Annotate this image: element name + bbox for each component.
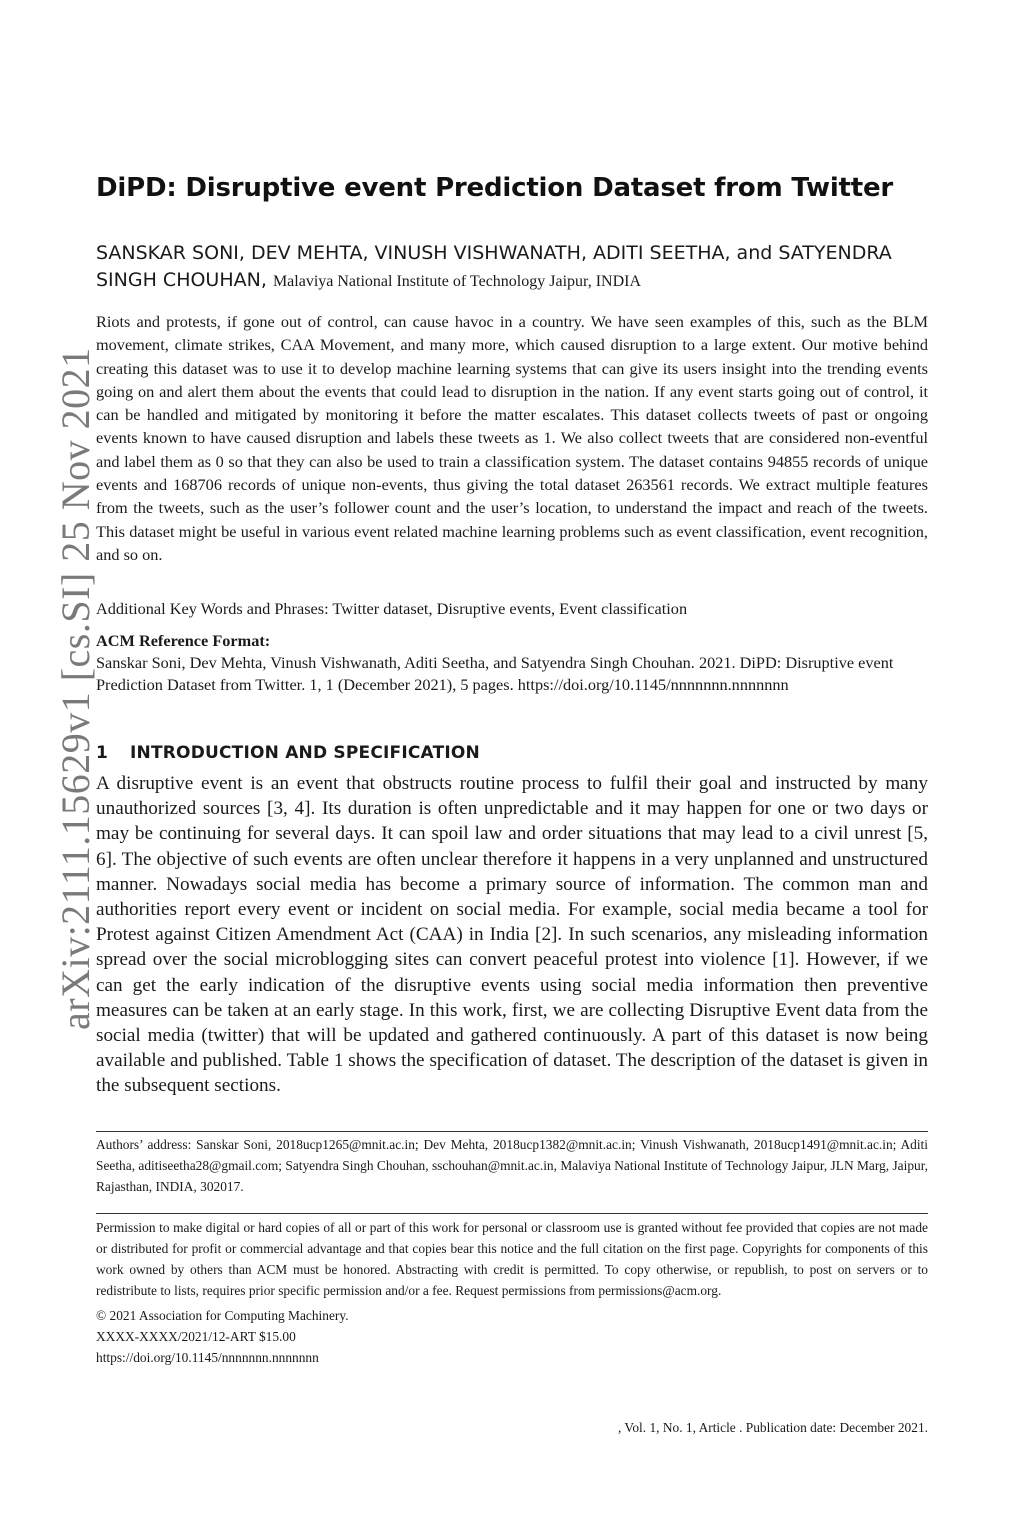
introduction-body [96,771,928,1099]
abstract-text: Riots and protests, if gone out of control, can cause havoc in a country. We have seen examples of this, such as the BLM movement, climate strikes, CAA Movement, and many more, which caused disruption to a large extent. Our motive behind creating this dataset was to use it to develop machine learning systems that can give its users insight into the trending events going on and alert them about the events that could lead to disruption in the nation. If any event starts going out of control, it can be handled and mitigated by monitoring it before the matter escalates. This dataset collects tweets of past or ongoing events known to have caused disruption and labels these tweets as 1. We also collect tweets that are considered non-eventful and label them as 0 so that they can also be used to train a classification system. The dataset contains 94855 records of unique events and 168706 records of unique non-events, thus giving the total dataset 263561 records. We extract multiple features from the tweets, such as the user’s follower count and the user’s location, to understand the impact and reach of the tweets. This dataset might be useful in various event related machine learning problems such as event classification, event recognition, and so on. [96,312,928,564]
abstract [96,310,928,566]
section-title: INTRODUCTION AND SPECIFICATION [130,743,480,763]
isbn-line: XXXX-XXXX/2021/12-ART $15.00 [96,1329,296,1344]
section-heading [96,743,928,763]
paper-title: DiPD: Disruptive event Prediction Dataset from Twitter [96,173,894,203]
author-names: SANSKAR SONI, DEV MEHTA, VINUSH VISHWANATH, ADITI SEETHA, and SATYENDRA SINGH CHOUHAN, [96,242,892,291]
permission-text: Permission to make digital or hard copies of all or part of this work for personal or classroom use is granted without fee provided that copies are not made or distributed for profit or commercial advantage and that copies bear this notice and the full citation on the first page. Copyrights for components of this work owned by others than ACM must be honored. Abstracting with credit is permitted. To copy otherwise, or republish, to post on servers or to redistribute to lists, requires prior specific permission and/or a fee. Request permissions from permissions@acm.org. [96,1220,928,1298]
section-number: 1 [96,743,109,763]
arxiv-identifier: arXiv:2111.15629v1 [cs.SI] 25 Nov 2021 [53,347,98,1030]
author-block [96,240,928,295]
permission-notice [96,1217,928,1368]
acm-reference-text: Sanskar Soni, Dev Mehta, Vinush Vishwanath, Aditi Seetha, and Satyendra Singh Chouhan. 2021. DiPD: Disruptive event Prediction Dataset from Twitter. 1, 1 (December 2021), 5 pages. https://doi.org/10.1145/nnnnnnn.nnnnnnn [96,653,894,694]
doi-link[interactable]: https://doi.org/10.1145/nnnnnnn.nnnnnnn [96,1350,319,1365]
permission-divider [96,1213,928,1214]
keywords: Additional Key Words and Phrases: Twitter dataset, Disruptive events, Event classification [96,599,688,618]
page-footer: , Vol. 1, No. 1, Article . Publication date: December 2021. [617,1420,928,1435]
author-address-footnote: Authors’ address: Sanskar Soni, 2018ucp1265@mnit.ac.in; Dev Mehta, 2018ucp1382@mnit.ac.in; Vinush Vishwanath, 2018ucp1491@mnit.ac.in; Aditi Seetha, aditiseetha28@gmail.com; Satyendra Singh Chouhan, sschouhan@mnit.ac.in, Malaviya National Institute of Technology Jaipur, JLN Marg, Jaipur, Rajasthan, INDIA, 302017. [96,1137,928,1194]
author-affiliation: Malaviya National Institute of Technology Jaipur, INDIA [272,273,642,290]
acm-reference [96,630,928,696]
copyright-line: © 2021 Association for Computing Machinery. [96,1308,349,1323]
acm-reference-heading: ACM Reference Format: [96,631,271,650]
introduction-text: A disruptive event is an event that obstructs routine process to fulfil their goal and instructed by many unauthorized sources [3, 4]. Its duration is often unpredictable and it may happen for one or two days or may be continuing for several days. It can spoil law and order situations that may lead to a civil unrest [5, 6]. The objective of such events are often unclear therefore it happens in a very unplanned and unstructured manner. Nowadays social media has become a primary source of information. The common man and authorities report every event or incident on social media. For example, social media became a tool for Protest against Citizen Amendment Act (CAA) in India [2]. In such scenarios, any misleading information spread over the social microblogging sites can convert peaceful protest into violence [1]. However, if we can get the early indication of the disruptive events using social media information then preventive measures can be taken at an early stage. In this work, first, we are collecting Disruptive Event data from the social media (twitter) that will be updated and gathered continuously. A part of this dataset is now being available and published. Table 1 shows the specification of dataset. The description of the dataset is given in the subsequent sections. [96,773,928,1097]
footnote-divider [96,1131,928,1132]
